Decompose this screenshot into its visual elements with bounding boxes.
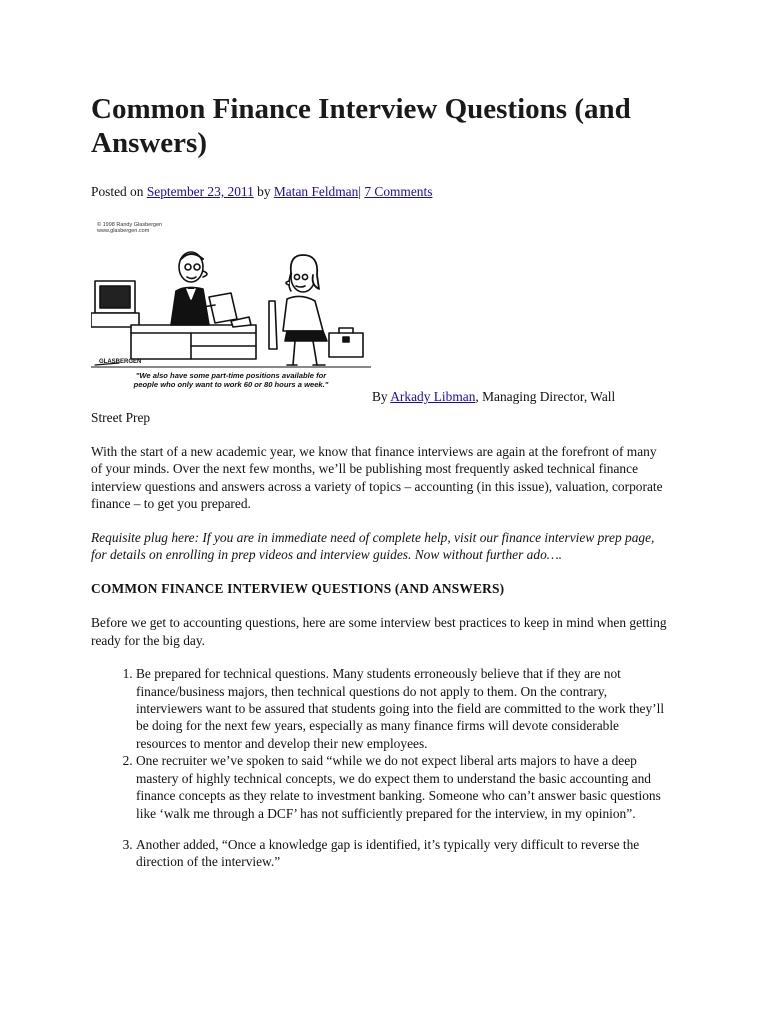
author-link[interactable]: Matan Feldman xyxy=(273,184,359,199)
posted-on-label: Posted on xyxy=(91,184,147,199)
post-meta xyxy=(91,183,671,201)
before-paragraph: Before we get to accounting questions, here are some interview best practices to keep in mind when getting ready for the big day. xyxy=(91,615,667,648)
cartoon-credit: © 1998 Randy Glasbergen www.glasbergen.com xyxy=(97,222,163,234)
meta-separator: | xyxy=(358,184,365,199)
cartoon-signature: GLASBERGEN xyxy=(99,359,142,365)
intro-paragraph: With the start of a new academic year, we know that finance interviews are again at the forefront of many of your minds. Over the next few months, we’ll be publishing most frequently asked technical finance interview questions and answers across a variety of topics – accounting (in this issue), valuation, corporate finance – to get you prepared. xyxy=(91,444,663,512)
page-title: Common Finance Interview Questions (and Answers) xyxy=(91,93,631,159)
byline-author-link[interactable]: Arkady Libman xyxy=(390,389,476,404)
post-date-link[interactable]: September 23, 2011 xyxy=(146,184,254,199)
cartoon-drawing xyxy=(91,219,371,371)
byline-suffix: , Managing Director, Wall xyxy=(475,389,616,404)
list-item: 2. One recruiter we’ve spoken to said “while we do not expect liberal arts majors to have a deep mastery of highly technical concepts, we do expect them to understand the basic accounting and finance concepts as they relate to investment banking. Someone who can’t answer basic questions like ‘walk me through a DCF’ has not sufficiently prepared for the interview, in my opinion”. xyxy=(136,752,671,822)
by-label: by xyxy=(253,184,274,199)
comments-link[interactable]: 7 Comments xyxy=(364,184,433,199)
plug-paragraph: Requisite plug here: If you are in immediate need of complete help, visit our finance interview prep page, for details on enrolling in prep videos and interview guides. Now without further ado…. xyxy=(91,529,655,563)
byline-continuation: Street Prep xyxy=(91,410,151,425)
cartoon-image xyxy=(91,219,371,409)
list-item: 3. Another added, “Once a knowledge gap is identified, it’s typically very difficult to reverse the direction of the interview.” xyxy=(136,836,671,871)
byline-prefix: By xyxy=(372,389,391,404)
byline xyxy=(372,388,615,406)
article xyxy=(91,92,671,871)
list-item: 1. Be prepared for technical questions. Many students erroneously believe that if they are not finance/business majors, then technical questions do not apply to them. On the contrary, interviewers want to be assured that students going into the field are committed to the work they’ll be doing for the next few years, especially as many finance firms will devote considerable resources to mentor and develop their new employees. xyxy=(136,665,671,752)
figure-row xyxy=(91,219,671,409)
section-heading: COMMON FINANCE INTERVIEW QUESTIONS (AND ANSWERS) xyxy=(91,581,505,597)
best-practices-list xyxy=(91,665,671,870)
cartoon-caption: "We also have some part-time positions available for people who only want to work 60 or 80 hours a week." xyxy=(133,371,329,389)
